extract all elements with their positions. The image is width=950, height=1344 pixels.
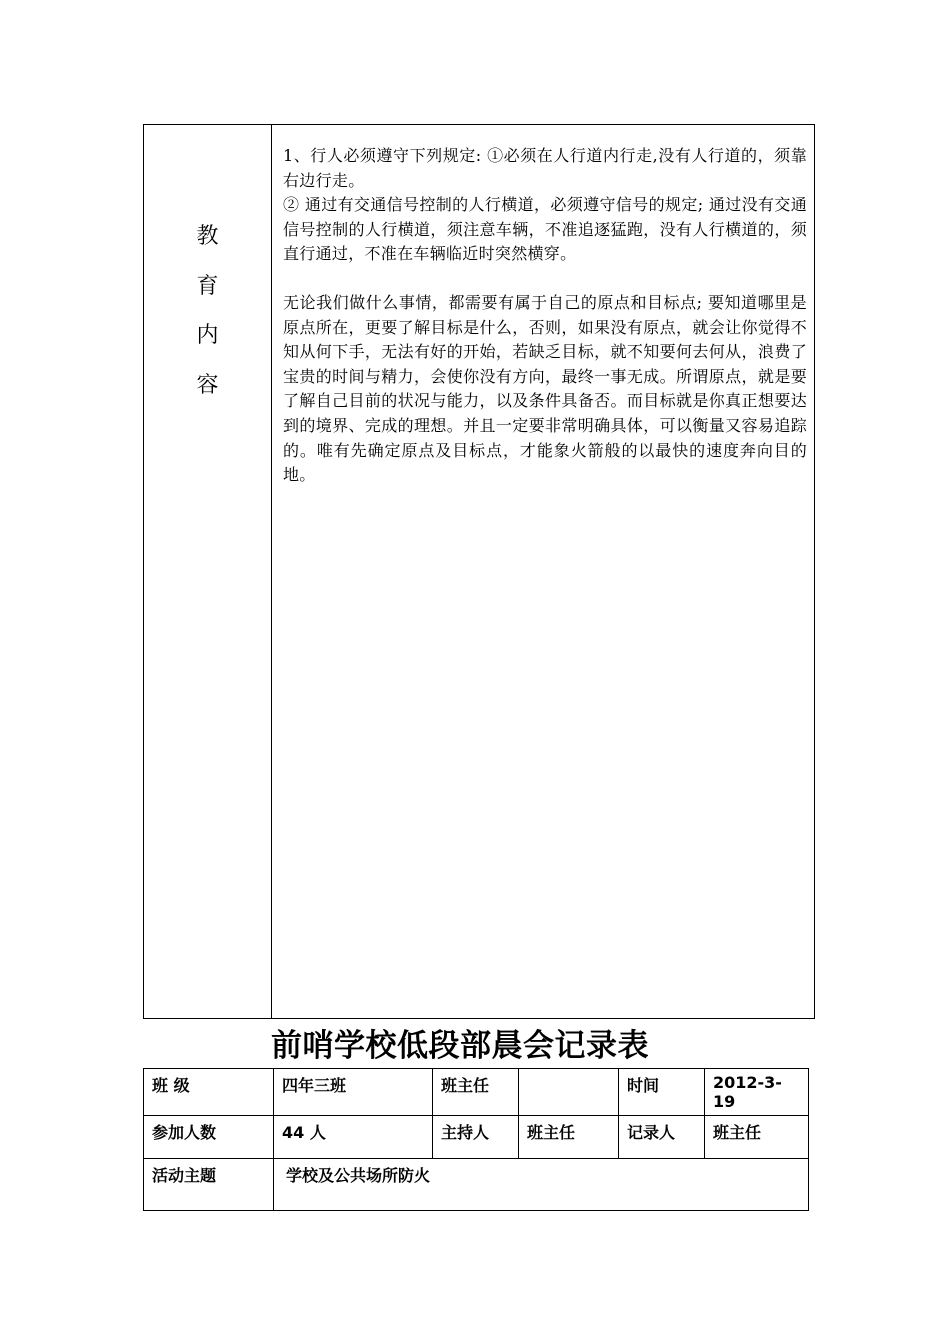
rule-paragraph-1: 1、行人必须遵守下列规定: ①必须在人行道内行走,没有人行道的，须靠右边行走。 [283,146,807,190]
time-label: 时间 [619,1069,705,1116]
meeting-record-table [143,1068,809,1211]
head-teacher-value [519,1069,619,1116]
attendees-value: 44 人 [274,1116,433,1159]
label-char: 教 [196,224,219,249]
form-title: 前哨学校低段部晨会记录表 [271,1028,649,1064]
table-row [144,1116,809,1159]
recorder-value: 班主任 [705,1116,809,1159]
class-label: 班 级 [144,1069,274,1116]
education-content-label [144,125,272,1018]
education-content-table [143,124,815,1019]
table-row [144,1159,809,1211]
essay-paragraph: 无论我们做什么事情，都需要有属于自己的原点和目标点; 要知道哪里是原点所在，更要了解目标是什么，否则，如果没有原点，就会让你觉得不知从何下手，无法有好的开始，若缺乏目标，就不知要何去何从，浪费了宝贵的时间与精力，会使你没有方向，最终一事无成。所谓原点，就是要了解自己目前的状况与能力，以及条件具备否。而目标就是你真正想要达到的境界、完成的理想。并且一定要非常明确具体，可以衡量又容易追踪的。唯有先确定原点及目标点，才能象火箭般的以最快的速度奔向目的地。 [283,292,807,485]
class-value: 四年三班 [274,1069,433,1116]
host-value: 班主任 [519,1116,619,1159]
attendees-label: 参加人数 [144,1116,274,1159]
recorder-label: 记录人 [619,1116,705,1159]
theme-label: 活动主题 [144,1159,274,1211]
head-teacher-label: 班主任 [433,1069,519,1116]
paragraph-spacer [283,267,807,291]
rule-paragraph-2: ② 通过有交通信号控制的人行横道，必须遵守信号的规定; 通过没有交通信号控制的人行横道，须注意车辆，不准追逐猛跑，没有人行横道的，须直行通过，不准在车辆临近时突然横穿。 [283,195,807,264]
label-char: 内 [196,323,219,348]
education-content-body [272,125,814,1018]
host-label: 主持人 [433,1116,519,1159]
time-value: 2012-3-19 [705,1069,809,1116]
theme-value: 学校及公共场所防火 [274,1159,809,1211]
label-char: 容 [196,372,219,398]
table-row [144,1069,809,1116]
label-char: 育 [196,273,219,299]
